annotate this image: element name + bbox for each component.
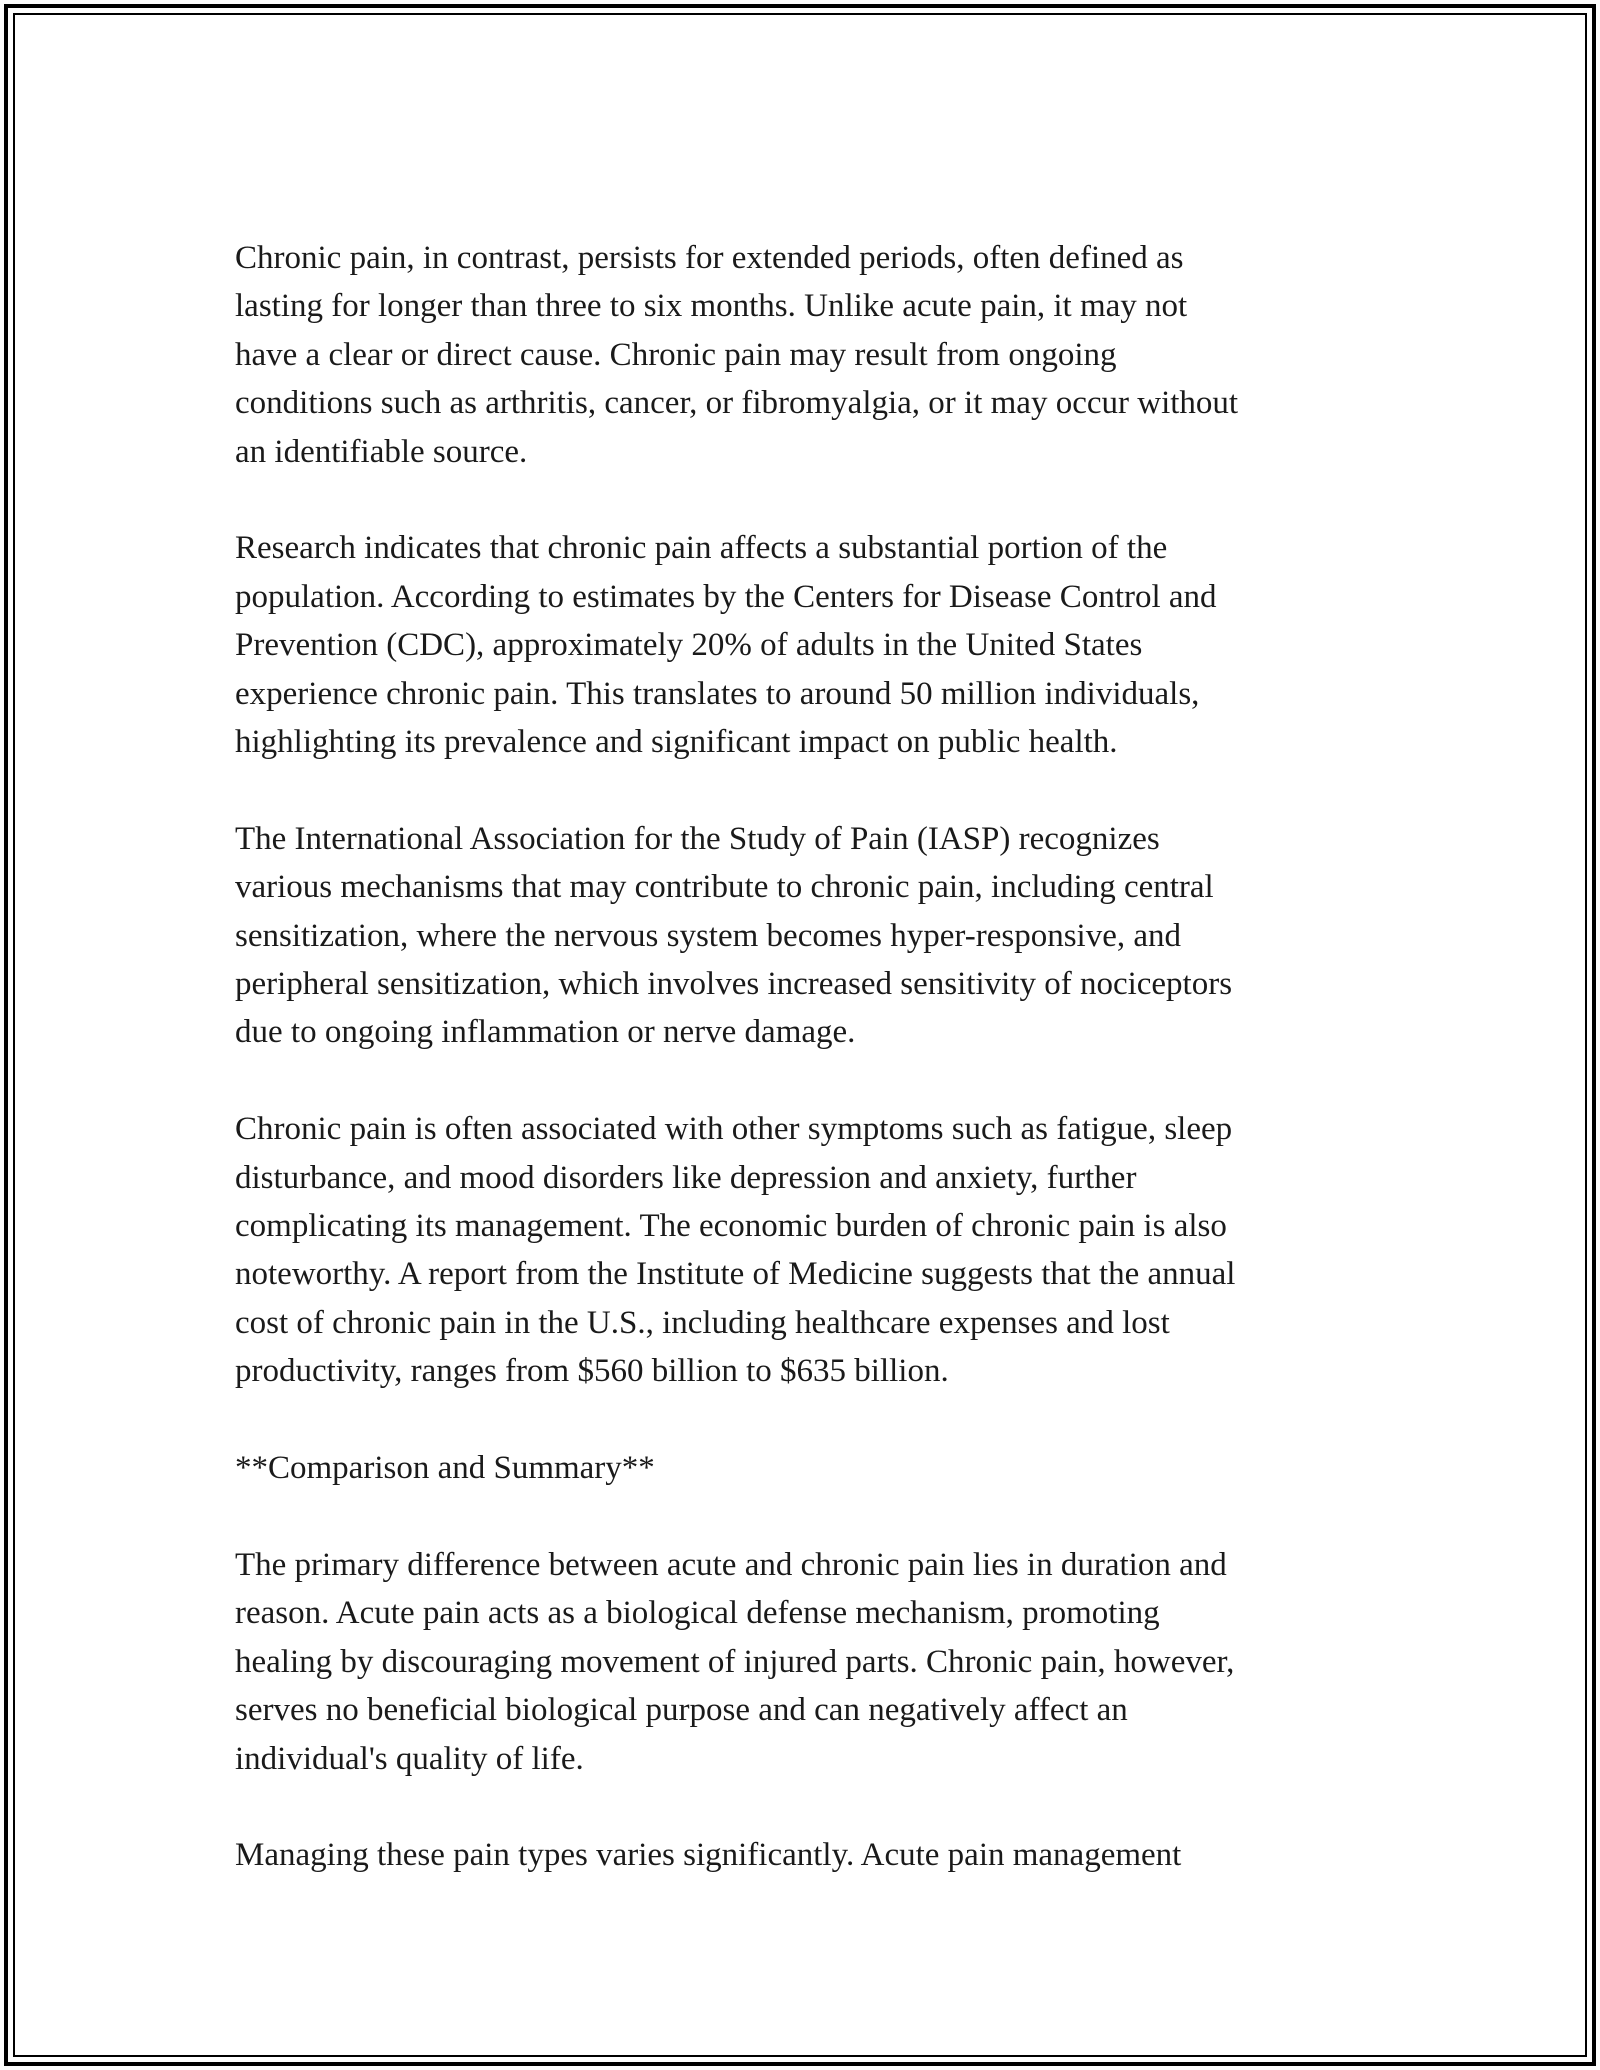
text-line: Research indicates that chronic pain affects a substantial portion of the <box>235 530 1168 567</box>
text-line: healing by discouraging movement of injured parts. Chronic pain, however, <box>235 1643 1235 1680</box>
text-line: population. According to estimates by the Centers for Disease Control and <box>235 578 1217 615</box>
paragraph-symptoms-economics <box>235 1105 1365 1395</box>
paragraph-chronic-pain-definition <box>235 234 1365 476</box>
text-line: disturbance, and mood disorders like depression and anxiety, further <box>235 1159 1137 1196</box>
text-line: due to ongoing inflammation or nerve damage. <box>235 1014 856 1051</box>
text-line: complicating its management. The economic burden of chronic pain is also <box>235 1208 1227 1245</box>
document-body <box>235 234 1365 1928</box>
text-line: The primary difference between acute and chronic pain lies in duration and <box>235 1546 1227 1583</box>
text-line: reason. Acute pain acts as a biological defense mechanism, promoting <box>235 1595 1160 1632</box>
paragraph-management <box>235 1831 1365 1879</box>
text-line: The International Association for the Study of Pain (IASP) recognizes <box>235 820 1160 857</box>
text-line: Managing these pain types varies significantly. Acute pain management <box>235 1837 1182 1874</box>
text-line: experience chronic pain. This translates to around 50 million individuals, <box>235 675 1200 712</box>
text-line: Chronic pain is often associated with other symptoms such as fatigue, sleep <box>235 1111 1233 1148</box>
text-line: serves no beneficial biological purpose and can negatively affect an <box>235 1692 1128 1729</box>
text-line: sensitization, where the nervous system becomes hyper-responsive, and <box>235 917 1181 954</box>
text-line: individual's quality of life. <box>235 1740 584 1777</box>
text-line: Chronic pain, in contrast, persists for extended periods, often defined as <box>235 240 1184 276</box>
text-line: an identifiable source. <box>235 433 528 470</box>
text-line: peripheral sensitization, which involves increased sensitivity of nociceptors <box>235 966 1233 1003</box>
text-line: lasting for longer than three to six months. Unlike acute pain, it may not <box>235 288 1188 325</box>
text-line: noteworthy. A report from the Institute of Medicine suggests that the annual <box>235 1256 1236 1293</box>
paragraph-mechanisms <box>235 815 1365 1057</box>
text-line: cost of chronic pain in the U.S., including healthcare expenses and lost <box>235 1304 1170 1341</box>
paragraph-comparison <box>235 1541 1365 1783</box>
text-line: various mechanisms that may contribute to chronic pain, including central <box>235 869 1214 906</box>
text-line: have a clear or direct cause. Chronic pain may result from ongoing <box>235 336 1117 373</box>
paragraph-prevalence <box>235 524 1365 766</box>
text-line: productivity, ranges from $560 billion to $635 billion. <box>235 1353 949 1390</box>
text-line: highlighting its prevalence and significant impact on public health. <box>235 724 1118 761</box>
text-line: **Comparison and Summary** <box>235 1450 655 1487</box>
text-line: Prevention (CDC), approximately 20% of adults in the United States <box>235 627 1143 664</box>
text-line: conditions such as arthritis, cancer, or fibromyalgia, or it may occur without <box>235 385 1239 422</box>
section-heading-comparison <box>235 1444 1365 1492</box>
